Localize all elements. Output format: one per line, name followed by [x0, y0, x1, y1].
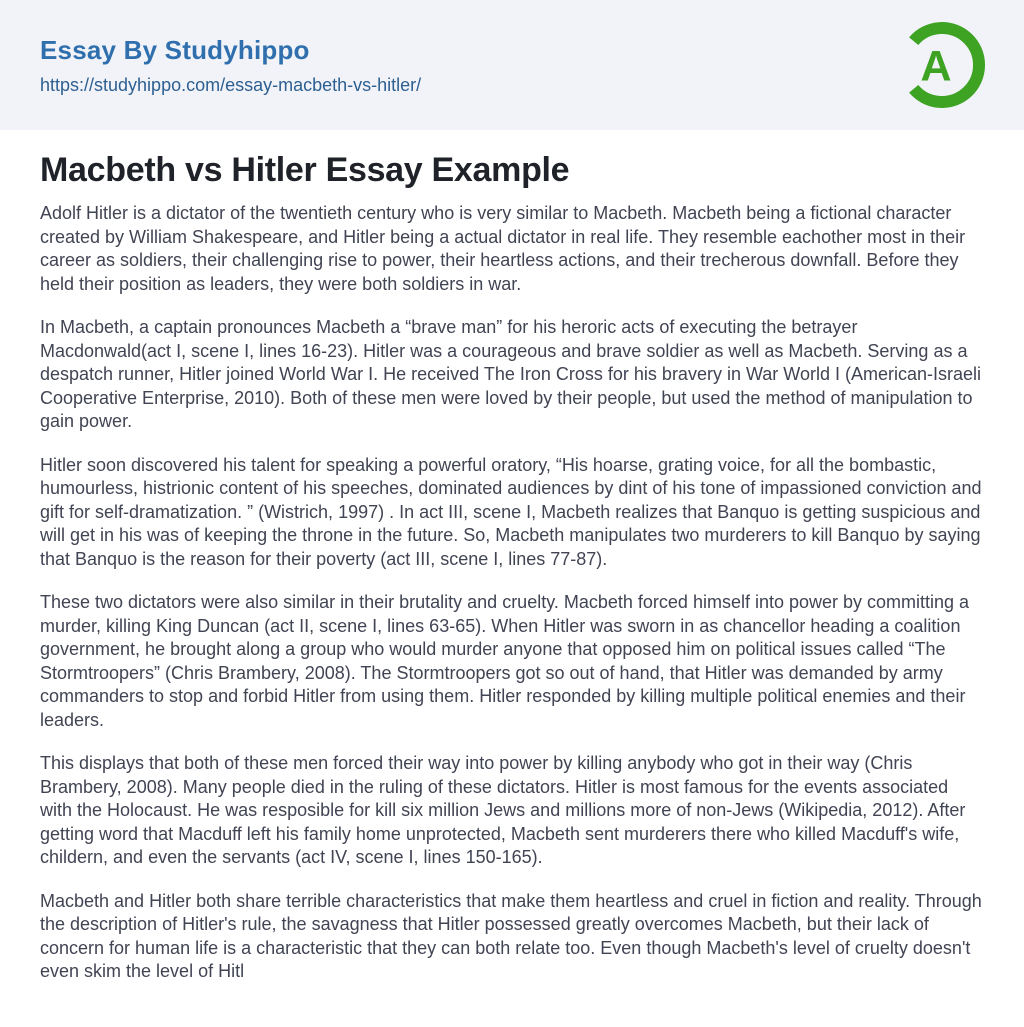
essay-paragraph: Hitler soon discovered his talent for speaking a powerful oratory, “His hoarse, grating voice, for all the bombastic, humourless, histrionic content of his speeches, dominated audiences by dint of his tone of impassioned conviction and gift for self-dramatization. ” (Wistrich, 1997) . In act III, scene I, Macbeth realizes that Banquo is getting suspicious and will get in his was of keeping the throne in the future. So, Macbeth manipulates two murderers to kill Banquo by saying that Banquo is the reason for their poverty (act III, scene I, lines 77-87).	[40, 454, 982, 569]
site-title: Essay By Studyhippo	[40, 34, 310, 65]
essay-paragraph: Macbeth and Hitler both share terrible characteristics that make them heartless and cruel in fiction and reality. Through the description of Hitler's rule, the savagness that Hitler possessed greatly overcomes Macbeth, but their lack of concern for human life is a characteristic that they can both relate too. Even though Macbeth's level of cruelty doesn't even skim the level of Hitl	[40, 890, 982, 981]
page-header	[0, 0, 1024, 130]
essay-paragraph: In Macbeth, a captain pronounces Macbeth a “brave man” for his heroric acts of executing the betrayer Macdonwald(act I, scene I, lines 16-23). Hitler was a courageous and brave soldier as well as Macbeth. Serving as a despatch runner, Hitler joined World War I. He received The Iron Cross for his bravery in War World I (American-Israeli Cooperative Enterprise, 2010). Both of these men were loved by their people, but used the method of manipulation to gain power.	[40, 317, 982, 431]
studyhippo-logo-icon	[898, 21, 986, 109]
essay-paragraph: These two dictators were also similar in their brutality and cruelty. Macbeth forced himself into power by committing a murder, killing King Duncan (act II, scene I, lines 63-65). When Hitler was sworn in as chancellor heading a coalition government, he brought along a group who would murder anyone that opposed him on political issues called “The Stormtroopers” (Chris Brambery, 2008). The Stormtroopers got so out of hand, that Hitler was demanded by army commanders to stop and forbid Hitler from using them. Hitler responded by killing multiple political enemies and their leaders.	[40, 592, 970, 730]
logo-letter: A	[920, 42, 952, 91]
page-title: Macbeth vs Hitler Essay Example	[40, 151, 570, 189]
header-text-block	[40, 35, 421, 96]
essay-paragraph: Adolf Hitler is a dictator of the twentieth century who is very similar to Macbeth. Macbeth being a fictional character created by William Shakespeare, and Hitler being a actual dictator in real life. They resemble eachother most in their career as soldiers, their challenging rise to power, their heartless actions, and their trecherous downfall. Before they held their position as leaders, they were both soldiers in war.	[40, 203, 966, 294]
essay-paragraph: This displays that both of these men forced their way into power by killing anybody who got in their way (Chris Brambery, 2008). Many people died in the ruling of these dictators. Hitler is most famous for the events associated with the Holocaust. He was resposible for kill six million Jews and millions more of non-Jews (Wikipedia, 2012). After getting word that Macduff left his family home unprotected, Macbeth sent murderers there who killed Macduff's wife, childern, and even the servants (act IV, scene I, lines 150-165).	[40, 753, 966, 867]
essay-body	[40, 202, 984, 984]
essay-article	[0, 130, 1024, 984]
site-url-link[interactable]: https://studyhippo.com/essay-macbeth-vs-hitler/	[40, 74, 422, 95]
